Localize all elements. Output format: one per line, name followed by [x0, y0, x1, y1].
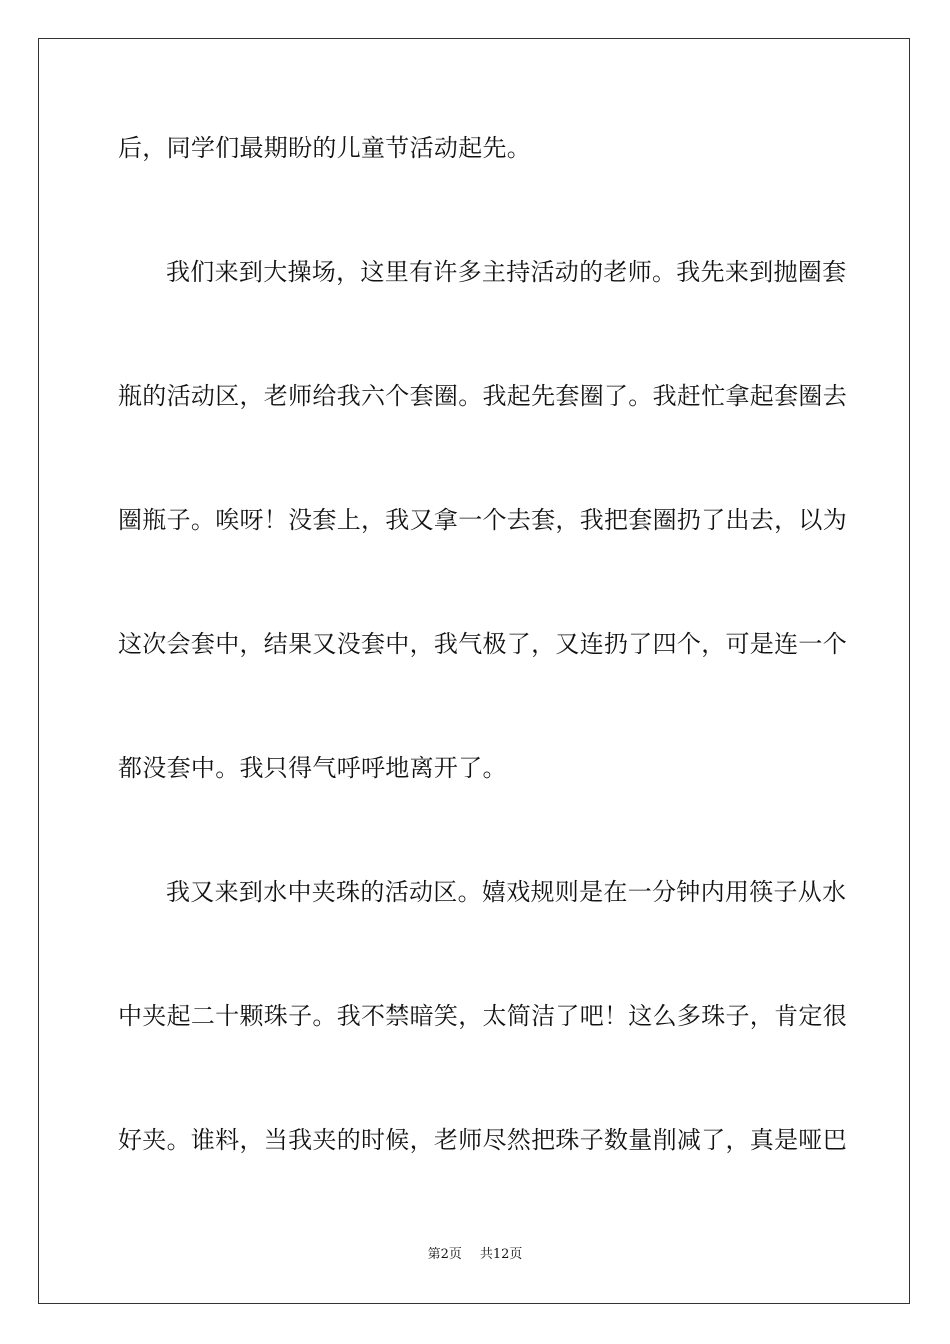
paragraph-start-line: 我又来到水中夹珠的活动区。嬉戏规则是在一分钟内用筷子从水: [166, 878, 847, 906]
page-border: [38, 38, 910, 1304]
paragraph-start-line: 我们来到大操场，这里有许多主持活动的老师。我先来到抛圈套: [166, 258, 847, 286]
text-line: 后，同学们最期盼的儿童节活动起先。: [118, 134, 532, 162]
page-total: 共12页: [479, 1247, 523, 1262]
text-line: 中夹起二十颗珠子。我不禁暗笑，太简洁了吧！这么多珠子，肯定很: [118, 1002, 847, 1030]
text-line: 都没套中。我只得气呼呼地离开了。: [118, 754, 507, 782]
text-line: 好夹。谁料，当我夹的时候，老师尽然把珠子数量削减了，真是哑巴: [118, 1126, 847, 1154]
page-footer: [0, 1246, 950, 1264]
text-line: 这次会套中，结果又没套中，我气极了，又连扔了四个，可是连一个: [118, 630, 847, 658]
page-number: 第2页: [427, 1247, 462, 1262]
text-line: 瓶的活动区，老师给我六个套圈。我起先套圈了。我赶忙拿起套圈去: [118, 382, 847, 410]
text-line: 圈瓶子。唉呀！没套上，我又拿一个去套，我把套圈扔了出去，以为: [118, 506, 847, 534]
